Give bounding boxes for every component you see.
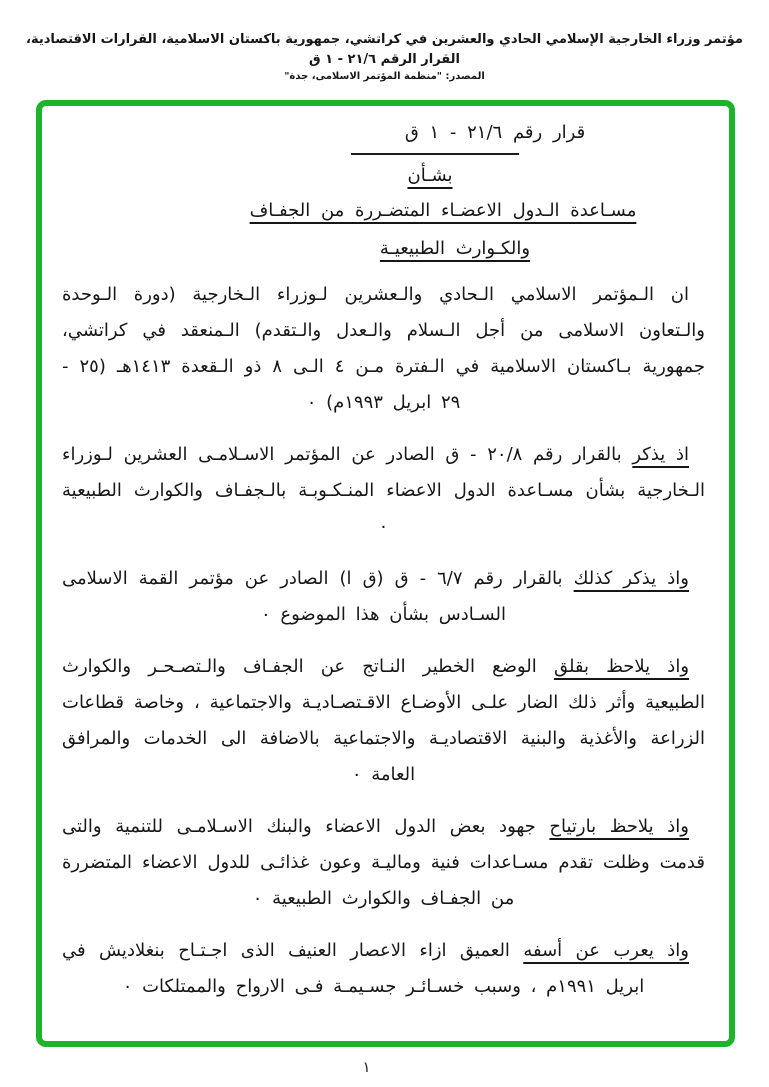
document-body	[62, 277, 705, 1005]
header-title-line: مؤتمر وزراء الخارجية الإسلامي الحادي والعشرين في كراتشي، جمهورية باكستان الاسلامية، القرارات الاقتصادية، القرار الرقم ٢١/٦ - ١ ق	[26, 32, 743, 67]
header-source-line: المصدر: "منظمة المؤتمر الاسلامى، جدة"	[284, 71, 485, 82]
title-regarding: بشـأن	[407, 165, 453, 187]
page-number: ١	[362, 1058, 371, 1076]
title-subject-line1: مسـاعدة الـدول الاعضـاء المتضـررة من الجفـاف	[249, 200, 637, 222]
paragraph: واذ يذكر كذلك بالقرار رقم ٦/٧ - ق (ق ا) الصادر عن مؤتمر القمة الاسلامى السـادس بشأن هذا الموضوع ٠	[62, 567, 689, 625]
document-frame	[36, 100, 735, 1047]
title-block	[205, 120, 705, 261]
running-header	[8, 30, 761, 82]
paragraph: واذ يلاحظ بارتياح جهود بعض الدول الاعضاء والبنك الاسـلامـى للتنمية والتى قدمت وظلت تقدم مسـاعدات فنية وماليـة وعون غذائـى للدول الاعضاء المتضررة من الجفـاف والكوارث الطبيعية ٠	[62, 815, 705, 909]
title-subject-line2: والكـوارث الطبيعيـة	[379, 237, 531, 259]
paragraph-lead: واذ يلاحظ بقلق	[553, 655, 690, 677]
paragraph-lead: واذ يعرب عن أسفه	[523, 939, 689, 961]
paragraph: واذ يعرب عن أسفه العميق ازاء الاعصار العنيف الذى اجـتـاح بنغلاديش في ابريل ١٩٩١م ، وسبب خسـائـر جسـيمـة فـى الارواح والممتلكات ٠	[62, 939, 689, 997]
title-rule	[351, 153, 519, 155]
paragraph-lead: واذ يلاحظ بارتياح	[549, 815, 689, 837]
paragraph: اذ يذكر بالقرار رقم ٢٠/٨ - ق الصادر عن المؤتمر الاسـلامـى العشرين لـوزراء الـخارجية بشأن مسـاعدة الدول الاعضاء المنـكـوبـة بالـجفـاف والكوارث الطبيعية ٠	[62, 443, 705, 537]
paragraph-lead: واذ يذكر كذلك	[573, 567, 689, 589]
resolution-number: قرار رقم ٢١/٦ - ١ ق	[404, 122, 586, 143]
paragraph: واذ يلاحظ بقلق الوضع الخطير النـاتج عن الجفـاف والـتصـحـر والكوارث الطبيعية وأثر ذلك الضار علـى الأوضـاع الاقـتصـاديـة والاجتماعية ، وخاصة قطاعات الزراعة والأغذية والبنية الاقتصاديـة والاجتماعية بالاضافة الى الخدمات والمرافق العامة ٠	[62, 655, 705, 785]
paragraph: ان الـمؤتمر الاسلامي الـحادي والـعشرين لـوزراء الـخارجية (دورة الـوحدة والـتعاون الاسلامى من أجل الـسلام والـعدل والـتقدم) الـمنعقد في كراتشي، جمهورية بـاكستان الاسلامية في الـفترة مـن ٤ الـى ٨ ذو الـقعدة ١٤١٣هـ (٢٥ - ٢٩ ابريل ١٩٩٣م) ٠	[62, 283, 705, 413]
paragraph-lead: اذ يذكر	[632, 443, 689, 465]
